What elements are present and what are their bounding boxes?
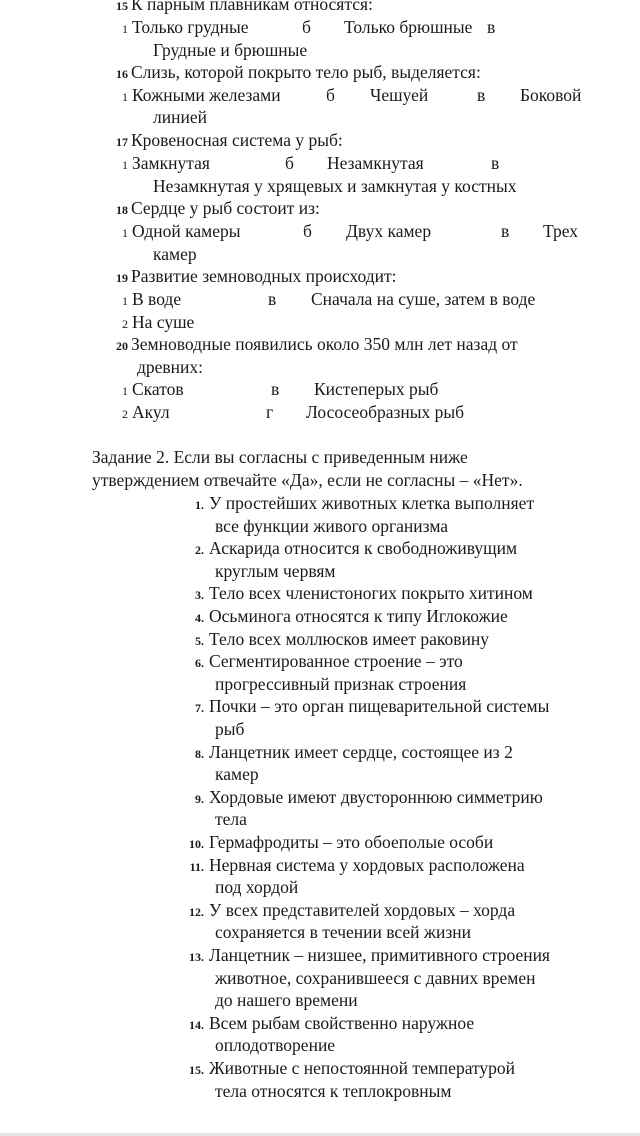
option-letter: г — [266, 402, 274, 422]
task-heading: утверждением отвечайте «Да», если не согласны – «Нет». — [92, 470, 523, 490]
statement-text: рыб — [215, 719, 245, 739]
statement-text: Тело всех членистоногих покрыто хитином — [209, 583, 533, 604]
option-letter: б — [285, 153, 294, 173]
question-18: 18 Сердце у рыб состоит из: — [116, 198, 320, 218]
answer-option: 2 Акул — [122, 402, 170, 422]
answer-option: 1 Одной камеры — [122, 221, 241, 241]
statement-number: 7. — [195, 701, 204, 716]
statement-number: 15. — [189, 1063, 204, 1077]
statement-text: У простейших животных клетка выполняет — [209, 493, 535, 513]
answer-option: 1 Скатов — [122, 379, 184, 399]
option-letter: в — [477, 85, 486, 105]
question-text-cont: древних: — [137, 357, 204, 377]
option-letter: в — [501, 221, 510, 241]
question-15 — [116, 0, 373, 17]
statement-text: Нервная система у хордовых расположена — [209, 854, 525, 875]
statement-number: 2. — [195, 543, 204, 558]
statement-text: У всех представителей хордовых – хорда — [209, 899, 516, 920]
answer-option: 2 На суше — [122, 312, 195, 332]
answer-option: Трех — [543, 221, 579, 241]
statement-text: все функции живого организма — [215, 515, 449, 536]
answer-option: 1 Замкнутая — [122, 153, 210, 173]
statement-text: Осьминога относятся к типу Иглокожие — [209, 606, 508, 626]
statement-number: 11. — [189, 859, 204, 874]
statement-number: 13. — [189, 950, 204, 964]
statement-text: Гермафродиты – это обоеполые особи — [209, 832, 494, 852]
option-letter: б — [303, 221, 312, 241]
answer-option: Только брюшные — [344, 17, 473, 37]
task-heading: Задание 2. Если вы согласны с приведенным ниже — [92, 447, 468, 467]
answer-option: Незамкнутая — [327, 153, 424, 173]
option-letter: в — [268, 289, 277, 309]
answer-option: Чешуей — [370, 85, 429, 105]
statement-number: 3. — [195, 588, 204, 603]
statement-text: Сегментированное строение – это — [209, 651, 463, 672]
statement-number: 6. — [195, 656, 204, 671]
statement-number: 5. — [195, 633, 204, 648]
option-letter: б — [302, 17, 311, 37]
answer-option: 1 В воде — [122, 289, 182, 309]
statement-number: 14. — [189, 1017, 204, 1032]
statement-text: Тело всех моллюсков имеет раковину — [209, 628, 489, 649]
question-text: К парным плавникам относятся: — [131, 0, 373, 14]
statement-text: под хордой — [215, 877, 299, 898]
statement-number: 10. — [189, 837, 204, 851]
answer-option: Сначала на суше, затем в воде — [311, 289, 536, 309]
option-letter: в — [491, 153, 500, 173]
answer-option: 1 Только грудные — [122, 17, 249, 37]
statement-text: круглым червям — [215, 560, 336, 581]
answer-option: Грудные и брюшные — [153, 40, 308, 60]
statement-number: 8. — [195, 746, 204, 761]
statement-text: до нашего времени — [215, 990, 358, 1011]
statement-text: Животные с непостоянной температурой — [209, 1058, 516, 1078]
question-number: 15 — [116, 0, 128, 13]
answer-option: Незамкнутая у хрящевых и замкнутая у костных — [153, 176, 517, 196]
question-19: 19 Развитие земноводных происходит: — [116, 266, 397, 286]
question-20: 20 Земноводные появились около 350 млн лет назад от — [116, 334, 518, 354]
statement-text: прогрессивный признак строения — [215, 673, 467, 694]
statement-text: Почки – это орган пищеварительной системы — [209, 696, 550, 717]
statement-text: оплодотворение — [215, 1035, 336, 1056]
statement-text: Ланцетник имеет сердце, состоящее из 2 — [209, 741, 513, 762]
option-letter: в — [487, 17, 496, 37]
answer-option: Кистеперых рыб — [314, 379, 439, 399]
statement-text: Всем рыбам свойственно наружное — [209, 1012, 475, 1033]
question-16: 16 Слизь, которой покрыто тело рыб, выделяется: — [116, 62, 481, 82]
statement-number: 9. — [195, 791, 204, 806]
statement-text: камер — [215, 764, 259, 785]
answer-option: Двух камер — [346, 221, 432, 241]
statement-text: Ланцетник – низшее, примитивного строения — [209, 945, 550, 965]
answer-option: 1 Кожными железами — [122, 85, 281, 105]
statement-text: тела — [215, 809, 247, 830]
statement-number: 1. — [195, 498, 204, 512]
statement-number: 12. — [189, 904, 204, 919]
question-17: 17 Кровеносная система у рыб: — [116, 130, 343, 150]
statement-text: животное, сохранившееся с давних времен — [215, 967, 536, 988]
answer-option: Боковой — [520, 85, 582, 105]
statement-number: 4. — [195, 611, 204, 625]
statement-text: Аскарида относится к свободноживущим — [209, 538, 518, 559]
option-letter: в — [271, 379, 280, 399]
statement-text: Хордовые имеют двустороннюю симметрию — [209, 786, 543, 807]
answer-option: Лососеобразных рыб — [306, 402, 465, 422]
answer-option: линией — [153, 107, 207, 127]
statement-text: сохраняется в течении всей жизни — [215, 922, 471, 943]
statement-text: тела относятся к теплокровным — [215, 1080, 452, 1101]
option-letter: б — [326, 85, 335, 105]
answer-option: камер — [153, 244, 197, 264]
